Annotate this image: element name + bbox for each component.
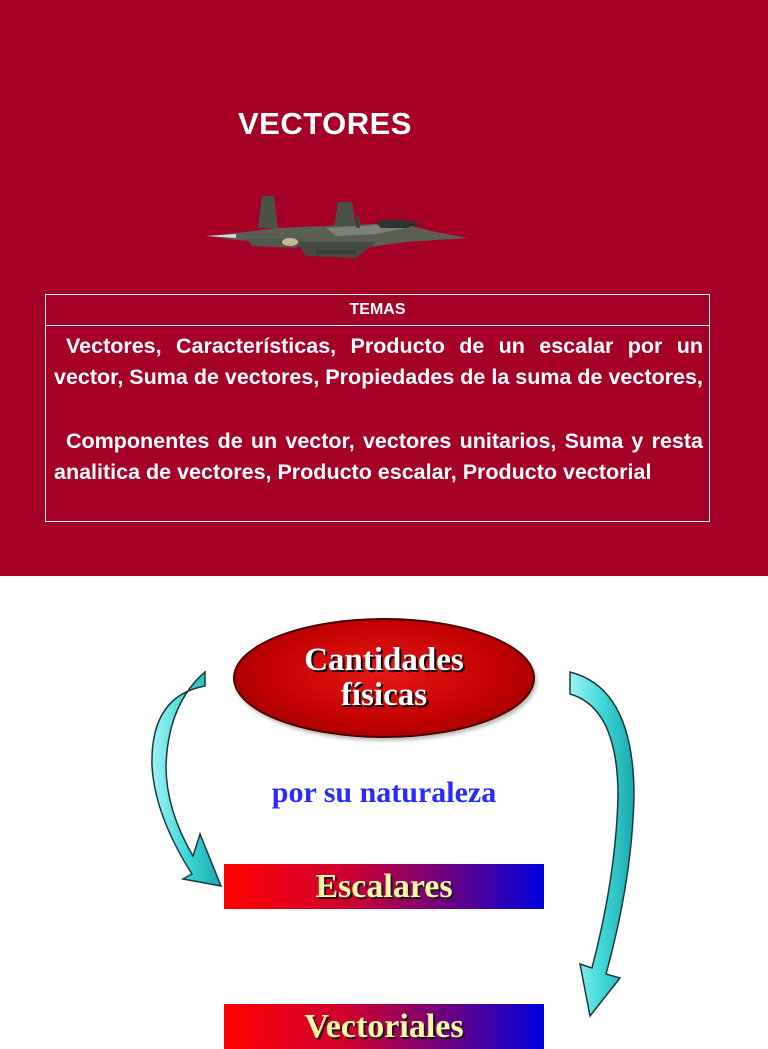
escalares-label: Escalares bbox=[315, 867, 453, 905]
subtitle: por su naturaleza bbox=[271, 776, 497, 809]
vectoriales-bar bbox=[224, 1004, 544, 1049]
fighter-jet-image bbox=[206, 192, 472, 268]
topic-paragraph: Vectores, Características, Producto de un escalar por un vector, Suma de vectores, Propiedades de la suma de vectores, bbox=[54, 334, 703, 389]
cantidades-fisicas-ellipse bbox=[233, 618, 535, 738]
slide-title: VECTORES bbox=[238, 106, 412, 141]
right-curved-arrow-icon bbox=[570, 672, 634, 1016]
topics-table bbox=[45, 294, 710, 522]
slide-cantidades-fisicas bbox=[0, 576, 768, 1045]
topic-paragraph: Componentes de un vector, vectores unitarios, Suma y resta analitica de vectores, Producto escalar, Producto vectorial bbox=[54, 429, 703, 484]
ellipse-label: Cantidades físicas bbox=[304, 642, 464, 713]
topics-header: TEMAS bbox=[46, 295, 709, 326]
escalares-bar bbox=[224, 864, 544, 909]
vectoriales-label: Vectoriales bbox=[304, 1007, 464, 1045]
